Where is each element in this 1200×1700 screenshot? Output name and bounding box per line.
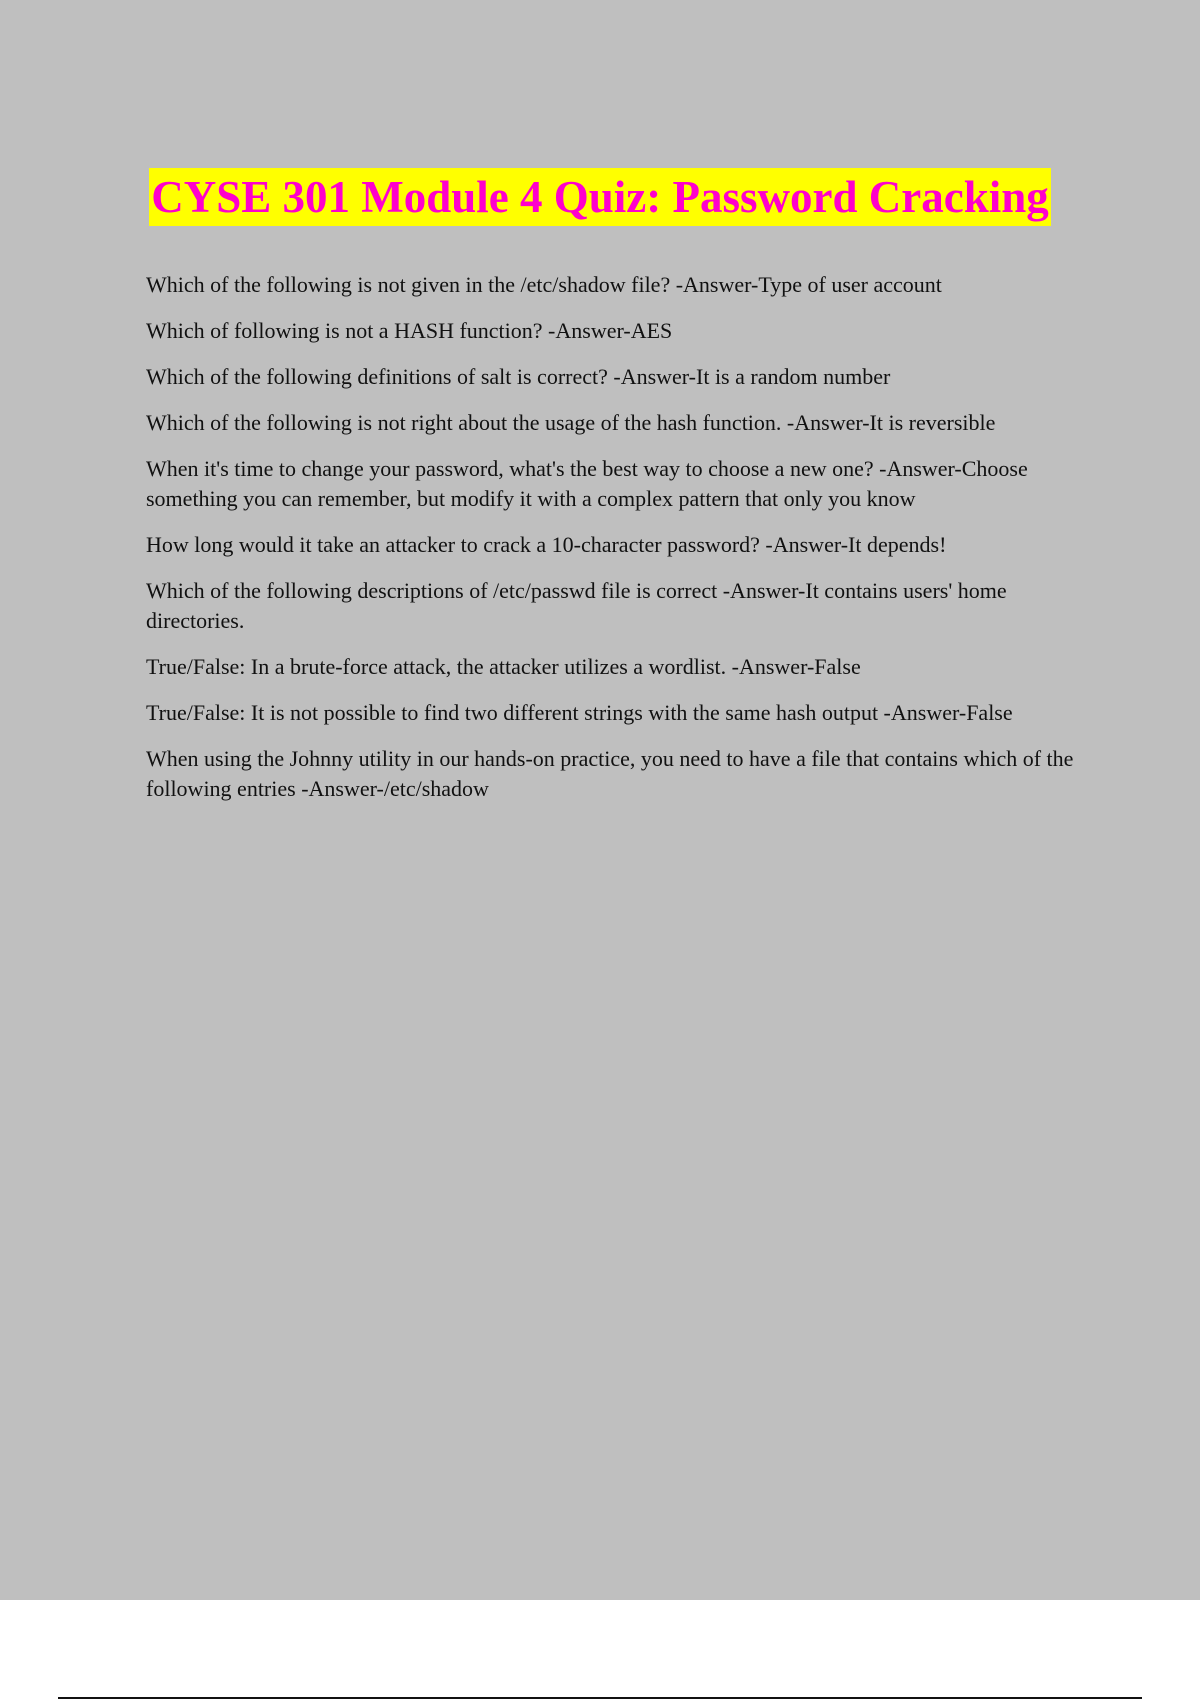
quiz-item: How long would it take an attacker to crack a 10-character password? -Answer-It depends!	[146, 532, 947, 557]
page-title: CYSE 301 Module 4 Quiz: Password Cracking	[149, 168, 1051, 226]
quiz-item: When it's time to change your password, what's the best way to choose a new one? -Answer-Choose something you can remember, but modify it with a complex pattern that only you know	[146, 456, 1028, 511]
quiz-item: Which of following is not a HASH function? -Answer-AES	[146, 318, 673, 343]
quiz-item: True/False: In a brute-force attack, the attacker utilizes a wordlist. -Answer-False	[146, 654, 861, 679]
quiz-item: Which of the following is not right about the usage of the hash function. -Answer-It is reversible	[146, 410, 996, 435]
quiz-item: When using the Johnny utility in our hands-on practice, you need to have a file that contains which of the following entries -Answer-/etc/shadow	[146, 746, 1074, 801]
quiz-item: Which of the following definitions of salt is correct? -Answer-It is a random number	[146, 364, 891, 389]
quiz-item: True/False: It is not possible to find two different strings with the same hash output -Answer-False	[146, 700, 1013, 725]
quiz-item: Which of the following descriptions of /etc/passwd file is correct -Answer-It contains users' home directories.	[146, 578, 1007, 633]
footer-divider	[58, 1697, 1142, 1699]
quiz-item: Which of the following is not given in the /etc/shadow file? -Answer-Type of user account	[146, 272, 942, 297]
quiz-question-list	[146, 270, 1086, 820]
title-container	[0, 168, 1200, 226]
